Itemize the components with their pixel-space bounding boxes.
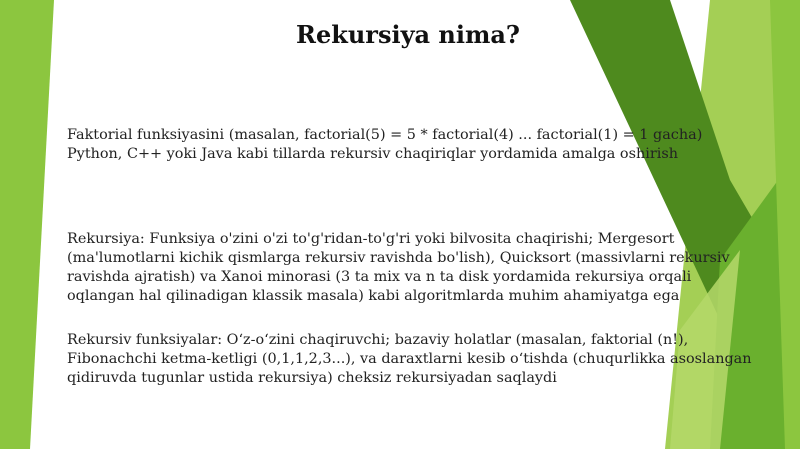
slide-title: Rekursiya nima?	[296, 20, 520, 49]
paragraph-factorial: Faktorial funksiyasini (masalan, factorial(5) = 5 * factorial(4) ... factorial(1) = 1 gacha) Python, C++ yoki Java kabi tillarda rekursiv chaqiriqlar yordamida amalga oshirish	[67, 127, 703, 162]
left-green-stripe	[0, 0, 54, 449]
paragraph-recursive-functions: Rekursiv funksiyalar: O‘z-o‘zini chaqiruvchi; bazaviy holatlar (masalan, faktorial (n!), Fibonachchi ketma-ketligi (0,1,1,2,3...), va daraxtlarni kesib o‘tishda (chuqurlikka asoslangan qidiruvda tugunlar ustida rekursiya) cheksiz rekursiyadan saqlaydi	[67, 332, 752, 386]
left-decoration	[0, 0, 60, 449]
paragraph-recursion-definition: Rekursiya: Funksiya o'zini o'zi to'g'ridan-to'g'ri yoki bilvosita chaqirishi; Mergesort (ma'lumotlarni kichik qismlarga rekursiv ravishda bo'lish), Quicksort (massivlarni rekursiv ravishda ajratish) va Xanoi minorasi (3 ta mix va n ta disk yordamida rekursiya orqali oqlangan hal qilinadigan klassik masala) kabi algoritmlarda muhim ahamiyatga ega	[67, 231, 730, 304]
